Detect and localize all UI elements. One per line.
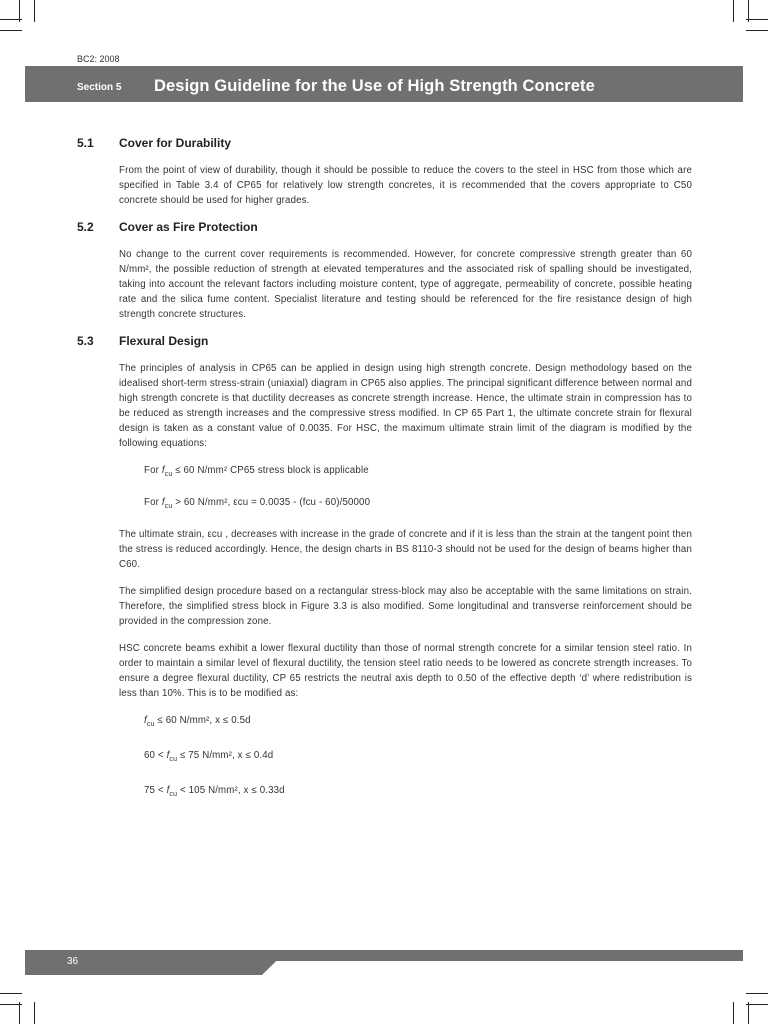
section-heading-5-3 [77, 334, 692, 350]
paragraph: The principles of analysis in CP65 can be applied in design using high strength concrete. Design methodology based on the idealised short-term stress-strain (uniaxial) diagram in CP65 also applies. The principal significant difference between normal and high strength concrete is that ductility decreases as concrete strength increase. Hence, the ultimate strain in compression has to be reduced as strength increases and the compressive stress modified. In CP 65 Part 1, the ultimate concrete strain for flexural design is taken as a constant value of 0.0035. For HSC, the maximum ultimate strain limit of the diagram is modified by the following equations: [119, 363, 692, 449]
section-number: 5.2 [77, 220, 94, 234]
crop-mark [34, 1002, 35, 1024]
document-body [77, 136, 692, 802]
section-title: Cover for Durability [119, 136, 232, 150]
section-title: Flexural Design [119, 334, 209, 348]
crop-mark [19, 1002, 20, 1024]
page-title: Design Guideline for the Use of High Strength Concrete [154, 77, 595, 95]
section-number: 5.3 [77, 334, 94, 348]
paragraph: HSC concrete beams exhibit a lower flexural ductility than those of normal strength concrete for a similar tension steel ratio. In order to maintain a similar level of flexural ductility, the tension steel ratio needs to be lowered as concrete strength increases. To ensure a degree flexural ductility, CP 65 restricts the neutral axis depth to 0.50 of the effective depth ‘d’ where redistribution is less than 10%. This is to be modified as: [119, 642, 692, 699]
page-number: 36 [67, 956, 79, 967]
crop-mark [0, 993, 22, 994]
crop-mark [733, 1002, 734, 1024]
section-heading-5-2 [77, 220, 692, 236]
document-code: BC2: 2008 [77, 54, 120, 64]
crop-mark [19, 0, 20, 22]
equation: $75 < f_{cu} < 105$ N/mm², x ≤ 0.33d [144, 784, 285, 798]
paragraph: No change to the current cover requirements is recommended. However, for concrete compressive strength greater than 60 N/mm², the possible reduction of strength at elevated temperatures and the associated risk of spalling should be investigated, taking into account the relevant factors including moisture content, type of aggregate, permeability of concrete, possible heating rate and the silica fume content. Specialist literature and testing should be referenced for the fire resistance design of high strength concrete structures. [119, 249, 692, 320]
crop-mark [748, 0, 749, 22]
crop-mark [0, 30, 22, 31]
paragraph: The ultimate strain, εcu , decreases with increase in the grade of concrete and if it is less than the strain at the tangent point then the stress is reduced accordingly. Hence, the design charts in BS 8110-3 should not be used for the design of beams higher than C60. [119, 528, 692, 570]
paragraph: The simplified design procedure based on a rectangular stress-block may also be acceptable with the same limitations on strain. Therefore, the simplified stress block in Figure 3.3 is also modified. Some longitudinal and transverse reinforcement should be provided in the compression zone. [119, 585, 692, 627]
equation: For $f_{cu} \le 60$ N/mm² CP65 stress block is applicable [144, 465, 369, 478]
crop-mark [746, 19, 768, 20]
crop-mark [733, 0, 734, 22]
section-header-bar [25, 66, 743, 102]
section-number: 5.1 [77, 136, 94, 150]
crop-mark [746, 30, 768, 31]
crop-mark [748, 1002, 749, 1024]
paragraph: From the point of view of durability, though it should be possible to reduce the covers to the steel in HSC from those which are specified in Table 3.4 of CP65 for relatively low strength concretes, it is recommended that the covers appropriate to C50 concrete should be used for higher grades. [119, 165, 692, 206]
section-heading-5-1 [77, 136, 692, 152]
crop-mark [34, 0, 35, 22]
section-label: Section 5 [77, 82, 122, 93]
footer-bar [25, 950, 743, 975]
equation: For $f_{cu} > 60$ N/mm², εcu = 0.0035 - (fcu - 60)/50000 [144, 496, 371, 510]
equation: $60 < f_{cu} \le 75$ N/mm², x ≤ 0.4d [144, 749, 274, 763]
crop-mark [746, 993, 768, 994]
crop-mark [746, 1004, 768, 1005]
equation: $f_{cu} \le 60$ N/mm², x ≤ 0.5d [144, 714, 251, 728]
section-title: Cover as Fire Protection [119, 220, 258, 234]
